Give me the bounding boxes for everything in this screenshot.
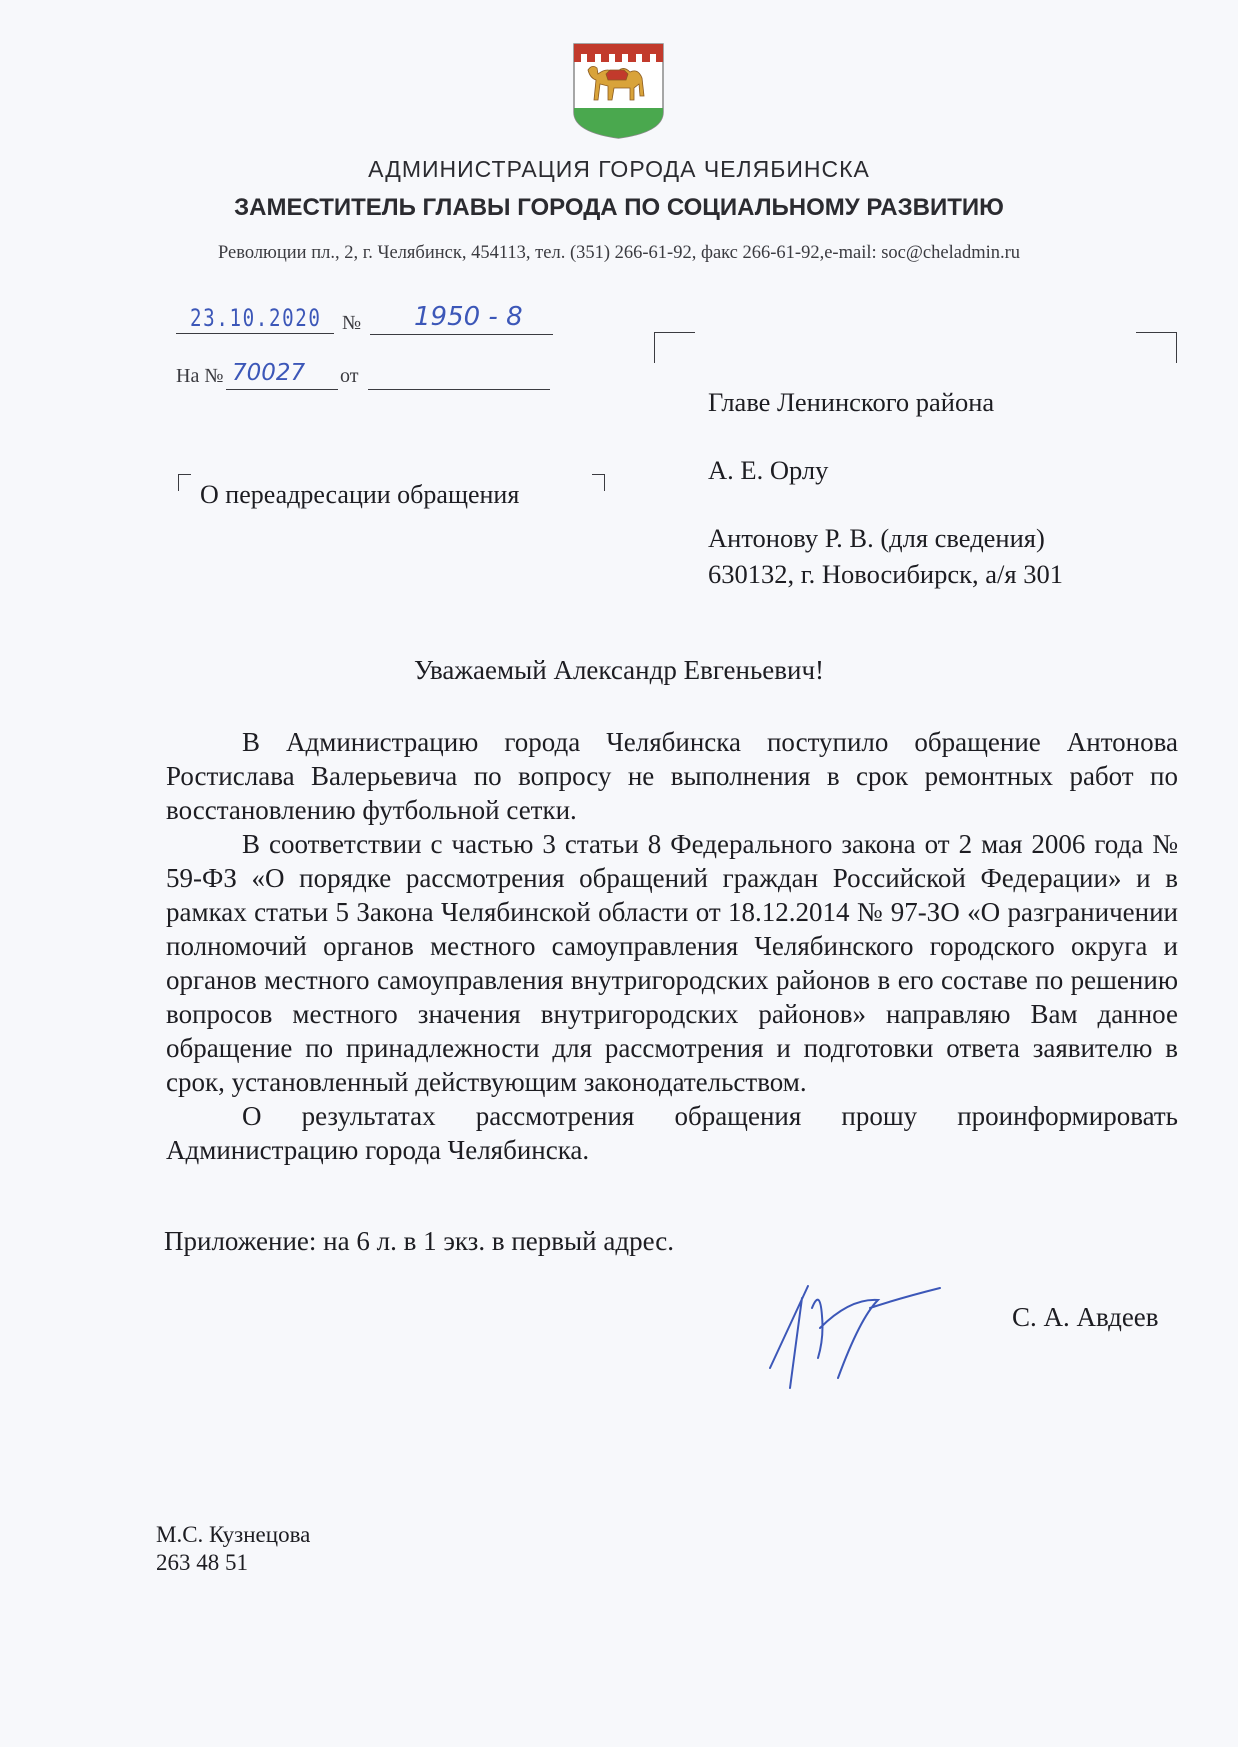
- outgoing-number: 1950 - 8: [414, 302, 523, 332]
- from-label: от: [340, 365, 359, 387]
- executor-phone: 263 48 51: [156, 1550, 248, 1575]
- subject-corner-right: [592, 474, 605, 491]
- date-underline: [176, 333, 334, 334]
- deputy-title: ЗАМЕСТИТЕЛЬ ГЛАВЫ ГОРОДА ПО СОЦИАЛЬНОМУ РАЗВИТИЮ: [234, 194, 1004, 221]
- signer-name: С. А. Авдеев: [1012, 1302, 1159, 1332]
- recipient-line-4: 630132, г. Новосибирск, а/я 301: [708, 559, 1063, 589]
- recipient-corner-left: [654, 332, 695, 363]
- from-underline: [368, 389, 550, 390]
- reply-label: На №: [176, 365, 224, 387]
- outgoing-date: 23.10.2020: [190, 304, 322, 332]
- body-paragraph-3: О результатах рассмотрения обращения прошу проинформировать Администрацию города Челябинска.: [166, 1101, 1178, 1165]
- executor-name: М.С. Кузнецова: [156, 1522, 311, 1547]
- recipient-line-1: Главе Ленинского района: [708, 387, 995, 417]
- sender-address: Революции пл., 2, г. Челябинск, 454113, тел. (351) 266-61-92, факс 266-61-92,e-mail: soc@cheladmin.ru: [217, 243, 1021, 263]
- coat-of-arms-icon: [570, 40, 667, 140]
- number-label: №: [342, 312, 362, 334]
- reply-number: 70027: [232, 360, 306, 386]
- handwritten-signature-icon: [760, 1278, 950, 1398]
- recipient-line-2: А. Е. Орлу: [708, 455, 829, 485]
- organization-name: АДМИНИСТРАЦИЯ ГОРОДА ЧЕЛЯБИНСКА: [368, 156, 870, 182]
- recipient-line-3: Антонову Р. В. (для сведения): [708, 523, 1045, 553]
- body-paragraph-2: В соответствии с частью 3 статьи 8 Федерального закона от 2 мая 2006 года № 59-ФЗ «О порядке рассмотрения обращений граждан Российской Федерации» и в рамках статьи 5 Закона Челябинской области от 18.12.2014 № 97-ЗО «О разграничении полномочий органов местного самоуправления Челябинского городского округа и органов местного самоуправления внутригородских районов в его составе по решению вопросов местного значения внутригородских районов» направляю Вам данное обращение по принадлежности для рассмотрения и подготовки ответа заявителю в срок, установленный действующим законодательством.: [166, 829, 1178, 1097]
- letter-body: [166, 725, 1178, 1167]
- number-underline: [370, 334, 553, 335]
- recipient-corner-right: [1136, 332, 1177, 363]
- body-paragraph-1: В Администрацию города Челябинска поступило обращение Антонова Ростислава Валерьевича по вопросу не выполнения в срок ремонтных работ по восстановлению футбольной сетки.: [166, 727, 1178, 825]
- reply-underline: [226, 389, 338, 390]
- subject-corner-left: [178, 474, 191, 491]
- salutation: Уважаемый Александр Евгеньевич!: [413, 655, 825, 685]
- subject-line: О переадресации обращения: [200, 480, 520, 509]
- appendix-note: Приложение: на 6 л. в 1 экз. в первый адрес.: [164, 1226, 674, 1256]
